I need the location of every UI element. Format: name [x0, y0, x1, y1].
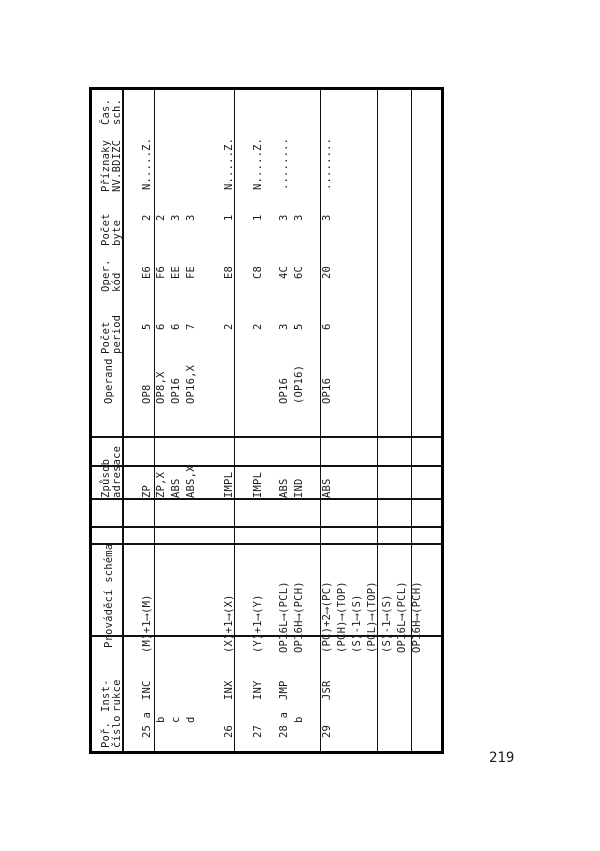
- row29-schema-3: (S)-1⟶(S): [351, 594, 363, 653]
- row29-schema-5: (S)-1⟶(S): [381, 594, 393, 653]
- row28-flags: ........: [278, 137, 290, 190]
- header-por-line1: Poř.: [100, 721, 112, 748]
- row25-schema: (M)+1⟶(M): [141, 594, 153, 653]
- row29-schema-1: (PC)+2⟶(PC): [321, 581, 333, 653]
- row27-flags: N.....Z.: [252, 137, 264, 190]
- row28-byte-a: 3: [278, 214, 290, 221]
- row26-num: 26: [223, 724, 235, 738]
- row25-adr-d: ABS,X: [185, 465, 197, 498]
- header-por-line2: číslo: [111, 715, 123, 748]
- page-number: 219: [489, 750, 515, 766]
- row29-adr: ABS: [321, 478, 333, 498]
- row25-period-b: 6: [155, 323, 167, 330]
- row28-period-b: 5: [293, 323, 305, 330]
- row25-flags: N.....Z.: [141, 137, 153, 190]
- row25-byte-b: 2: [155, 214, 167, 221]
- row28-adr-a: ABS: [278, 478, 290, 498]
- column-divider: [92, 465, 441, 467]
- row25-period-a: 5: [141, 323, 153, 330]
- header-byte-line2: byte: [111, 219, 123, 246]
- row29-inst: JSR: [321, 680, 333, 700]
- row26-flags: N.....Z.: [223, 137, 235, 190]
- row25-adr-c: ABS: [170, 478, 182, 498]
- row29-num: 29: [321, 724, 333, 738]
- row25-operand-c: OP16: [170, 377, 182, 404]
- row28-byte-b: 3: [293, 214, 305, 221]
- row25-operand-a: OP8: [141, 384, 153, 404]
- row25-kod-b: F6: [155, 265, 167, 279]
- header-priznaky-line2: NV.BDIZC: [111, 139, 123, 192]
- row28-inst: JMP: [278, 680, 290, 700]
- row28-schema-b: OP16H⟶(PCH): [293, 581, 305, 653]
- row28-period-a: 3: [278, 323, 290, 330]
- row28-adr-b: IND: [293, 478, 305, 498]
- header-oper-line2: kód: [111, 272, 123, 292]
- row25-kod-c: EE: [170, 265, 182, 279]
- row29-operand: OP16: [321, 377, 333, 404]
- row25-kod-a: E6: [141, 265, 153, 279]
- row29-schema-4: (PCL)⟶(TOP): [366, 581, 378, 653]
- row29-kod: 20: [321, 265, 333, 279]
- row25-num: 25 a: [141, 711, 153, 738]
- row29-schema-7: OP16H⟶(PCH): [411, 581, 423, 653]
- row25-sub-b: b: [155, 716, 167, 723]
- row25-kod-d: FE: [185, 265, 197, 279]
- column-divider: [92, 543, 441, 545]
- row26-kod: E8: [223, 265, 235, 279]
- row28-operand-b: (OP16): [293, 364, 305, 404]
- row27-period: 2: [252, 323, 264, 330]
- row25-adr-a: ZP: [141, 484, 153, 498]
- row28-kod-b: 6C: [293, 265, 305, 279]
- row28-schema-a: OP16L⟶(PCL): [278, 581, 290, 653]
- row25-adr-b: ZP,X: [155, 471, 167, 498]
- header-byte-line1: Počet: [100, 213, 112, 246]
- row26-byte: 1: [223, 214, 235, 221]
- row25-period-c: 6: [170, 323, 182, 330]
- row25-byte-d: 3: [185, 214, 197, 221]
- row27-adr: IMPL: [252, 471, 264, 498]
- column-divider: [92, 526, 441, 528]
- header-operand: Operand: [103, 358, 115, 404]
- header-zpusob-line2: adresace: [111, 445, 123, 498]
- row25-sub-c: c: [170, 716, 182, 723]
- row29-flags: ........: [321, 137, 333, 190]
- header-perioda-line1: Počet: [100, 321, 112, 354]
- header-zpusob-line1: Způsob: [100, 458, 112, 498]
- row27-inst: INY: [252, 680, 264, 700]
- column-divider: [92, 498, 441, 500]
- row29-period: 6: [321, 323, 333, 330]
- row28-sub-b: b: [293, 716, 305, 723]
- row26-schema: (X)+1⟶(X): [223, 594, 235, 653]
- header-priznaky-line1: Příznaky: [100, 139, 112, 192]
- row28-kod-a: 4C: [278, 265, 290, 279]
- row26-adr: IMPL: [223, 471, 235, 498]
- row25-byte-c: 3: [170, 214, 182, 221]
- row28-operand-a: OP16: [278, 377, 290, 404]
- row27-schema: (Y)+1⟶(Y): [252, 594, 264, 653]
- row26-period: 2: [223, 323, 235, 330]
- row26-inst: INX: [223, 680, 235, 700]
- header-schema: Prováděcí schéma: [103, 543, 115, 648]
- row28-num: 28 a: [278, 711, 290, 738]
- row25-operand-b: OP8,X: [155, 371, 167, 404]
- row25-inst: INC: [141, 680, 153, 700]
- header-oper-line1: Oper.: [100, 259, 112, 292]
- header-perioda-line2: period: [111, 314, 123, 354]
- row25-period-d: 7: [185, 323, 197, 330]
- header-inst-line2: rukce: [111, 679, 123, 712]
- row29-schema-2: (PCH)⟶(TOP): [336, 581, 348, 653]
- row25-operand-d: OP16,X: [185, 364, 197, 404]
- row25-sub-d: d: [185, 716, 197, 723]
- column-divider: [92, 436, 441, 438]
- row29-byte: 3: [321, 214, 333, 221]
- header-inst-line1: Inst-: [100, 679, 112, 712]
- row27-num: 27: [252, 724, 264, 738]
- header-cas-line1: Čas.: [100, 98, 112, 125]
- header-divider: [154, 90, 155, 751]
- row27-kod: C8: [252, 265, 264, 279]
- row29-schema-6: OP16L⟶(PCL): [396, 581, 408, 653]
- row25-byte-a: 2: [141, 214, 153, 221]
- row27-byte: 1: [252, 214, 264, 221]
- header-cas-line2: sch.: [111, 98, 123, 125]
